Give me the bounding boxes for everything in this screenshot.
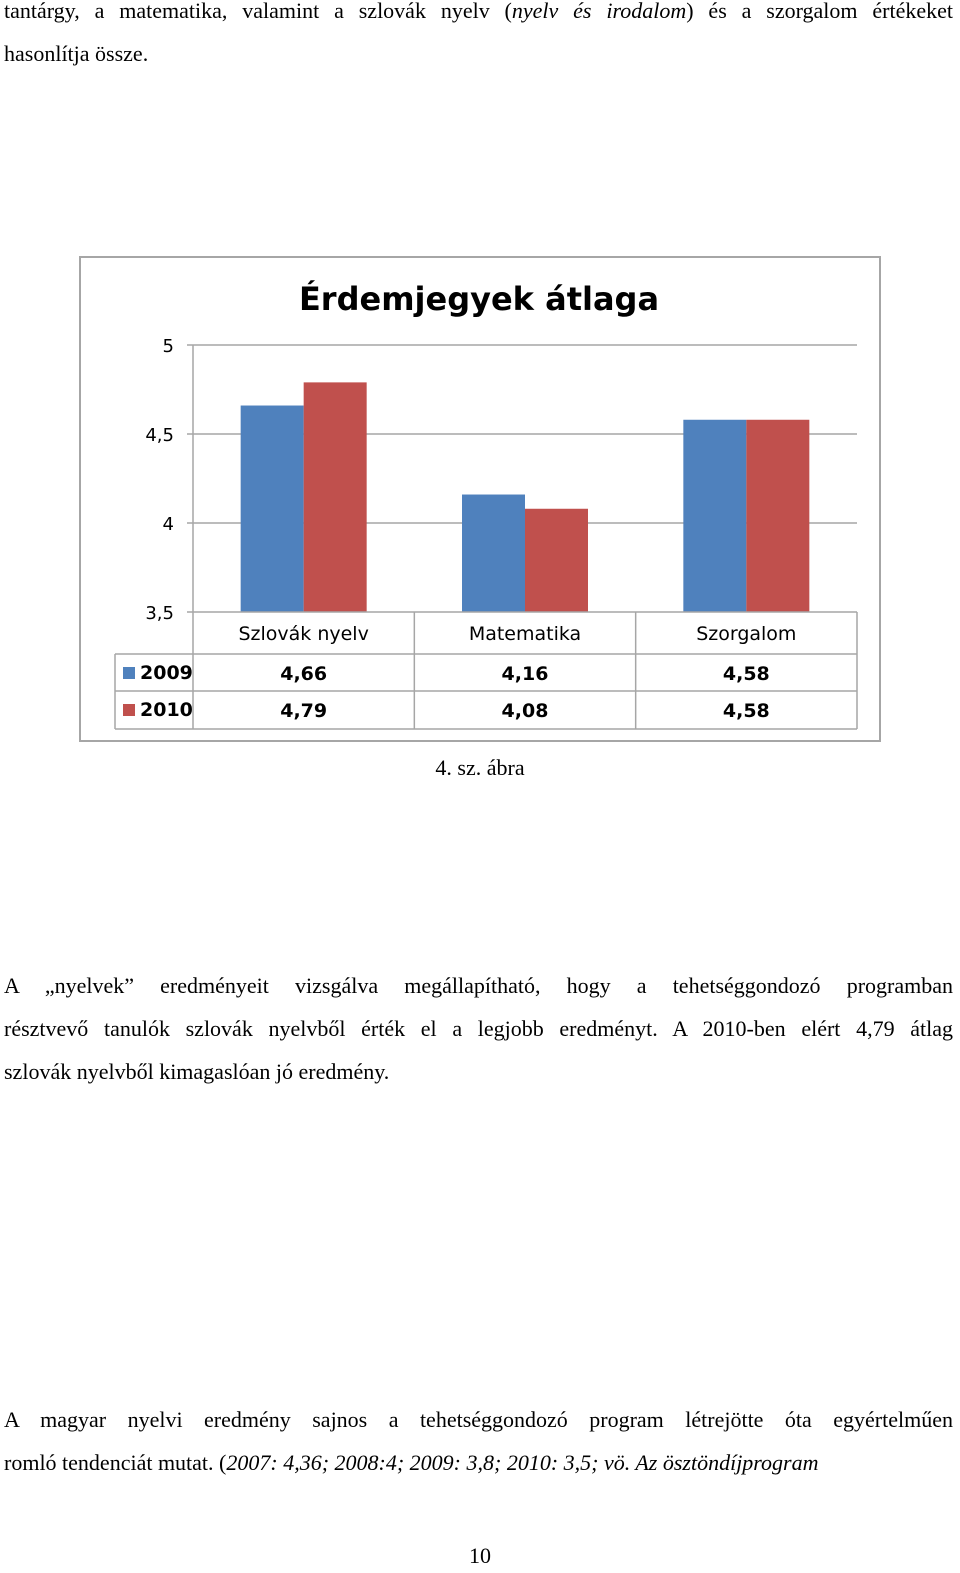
text-run: tantárgy, a matematika, valamint a szlovák nyelv (: [4, 0, 512, 23]
data-value-label: 4,66: [280, 663, 328, 685]
category-label: Szorgalom: [696, 623, 797, 645]
bar-2009: [683, 420, 746, 612]
text-run: hasonlítja össze.: [4, 41, 149, 66]
category-label: Matematika: [468, 623, 582, 645]
text-run: A „nyelvek” eredményeit vizsgálva megállapítható, hogy a tehetséggondozó programban: [4, 973, 953, 998]
data-value-label: 4,58: [722, 700, 770, 722]
bar-2010: [304, 382, 367, 612]
text-run: romló tendenciát mutat. (: [4, 1450, 227, 1475]
figure-caption: 4. sz. ábra: [435, 755, 525, 780]
text-line: [4, 0, 953, 32]
bar-2010: [746, 420, 809, 612]
data-value-label: 4,08: [501, 700, 549, 722]
text-run: résztvevő tanulók szlovák nyelvből érték el a legjobb eredményt. A 2010-ben elért 4,79 átlag: [4, 1016, 953, 1041]
data-value-label: 4,58: [722, 663, 770, 685]
paragraph-top: [4, 0, 953, 75]
y-tick-label: 3,5: [145, 603, 174, 624]
legend-label: 2010: [140, 699, 193, 721]
legend-swatch-2010: [123, 704, 135, 716]
bar-2009: [462, 495, 525, 612]
text-line: [4, 32, 953, 75]
text-line: [4, 1050, 953, 1093]
text-run: ) és a szorgalom értékeket: [686, 0, 953, 23]
legend-label: 2009: [140, 662, 193, 684]
bar-2009: [241, 406, 304, 612]
page-number: 10: [469, 1543, 491, 1568]
italic-text: 2007: 4,36; 2008:4; 2009: 3,8; 2010: 3,5; vö. Az ösztöndíjprogram: [226, 1450, 819, 1475]
bar-2010: [525, 509, 588, 612]
text-line: [4, 964, 953, 1007]
paragraph-bottom: [4, 1398, 953, 1484]
y-tick-label: 5: [162, 336, 174, 357]
y-tick-label: 4: [162, 514, 174, 535]
data-value-label: 4,79: [280, 700, 328, 722]
italic-text: nyelv és irodalom: [511, 0, 687, 23]
text-line: [4, 1441, 953, 1484]
paragraph-middle: [4, 964, 953, 1093]
text-line: [4, 1398, 953, 1441]
text-run: szlovák nyelvből kimagaslóan jó eredmény.: [4, 1059, 390, 1084]
chart-title: Érdemjegyek átlaga: [298, 280, 660, 318]
data-value-label: 4,16: [501, 663, 549, 685]
text-line: [4, 1007, 953, 1050]
y-tick-label: 4,5: [145, 425, 174, 446]
category-label: Szlovák nyelv: [238, 623, 369, 645]
legend-swatch-2009: [123, 667, 135, 679]
text-run: A magyar nyelvi eredmény sajnos a tehetséggondozó program létrejötte óta egyértelműen: [4, 1407, 953, 1432]
bar-chart: [79, 256, 881, 742]
